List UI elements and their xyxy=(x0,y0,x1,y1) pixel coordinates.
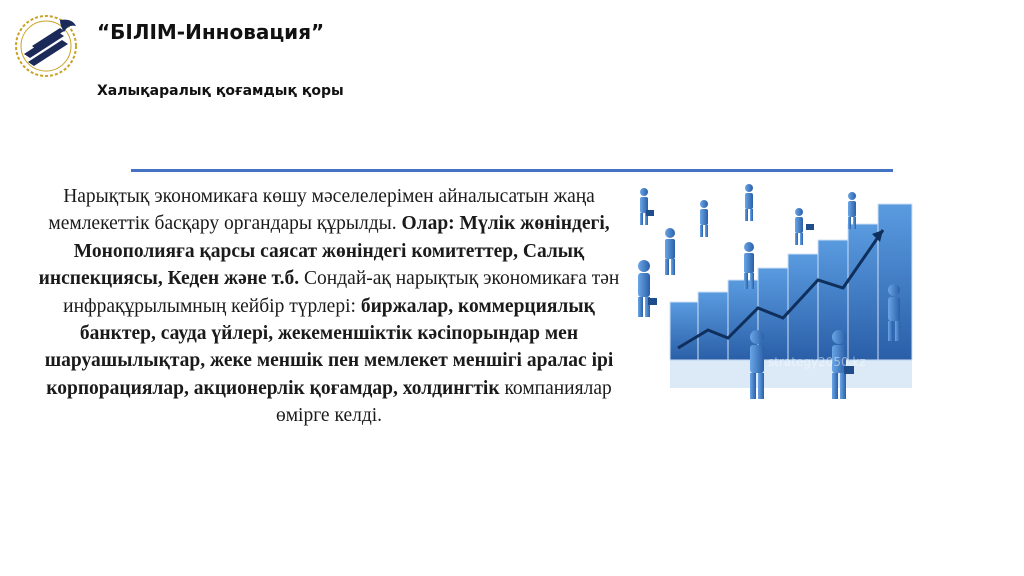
text-part-2-bold: Олар: Мүлік жөніндегі, Монополияға қарсы саясат жөніндегі комитеттер, Салық инспекциясы, Кеден және т.б. xyxy=(38,213,610,290)
growth-chart-illustration xyxy=(618,180,934,416)
watermark-text: strategy2050.kz xyxy=(768,355,866,369)
text-part-4-bold: биржалар, коммерциялық банктер, сауда үйлері, жекеменшіктік кәсіпорындар мен шаруашылықтар, жеке меншік пен мемлекет меншігі аралас ірі корпорациялар, акционерлік қоғамдар, холдингтік xyxy=(44,295,614,399)
text-part-1: Нарықтық экономикаға көшу мәселелерімен айналысатын жаңа мемлекеттік басқару органдары құрылды. xyxy=(48,186,595,235)
org-subtitle: Халықаралық қоғамдық қоры xyxy=(97,83,344,99)
org-name: “БІЛІМ-Инновация” xyxy=(97,20,325,44)
foundation-logo xyxy=(10,12,82,78)
text-part-3: Сондай-ақ нарықтық экономикаға тән инфрақұрылымның кейбір түрлері: xyxy=(63,268,620,317)
divider-line xyxy=(131,169,893,172)
main-paragraph xyxy=(36,183,622,430)
text-part-5: компаниялар өмірге келді. xyxy=(275,377,612,427)
